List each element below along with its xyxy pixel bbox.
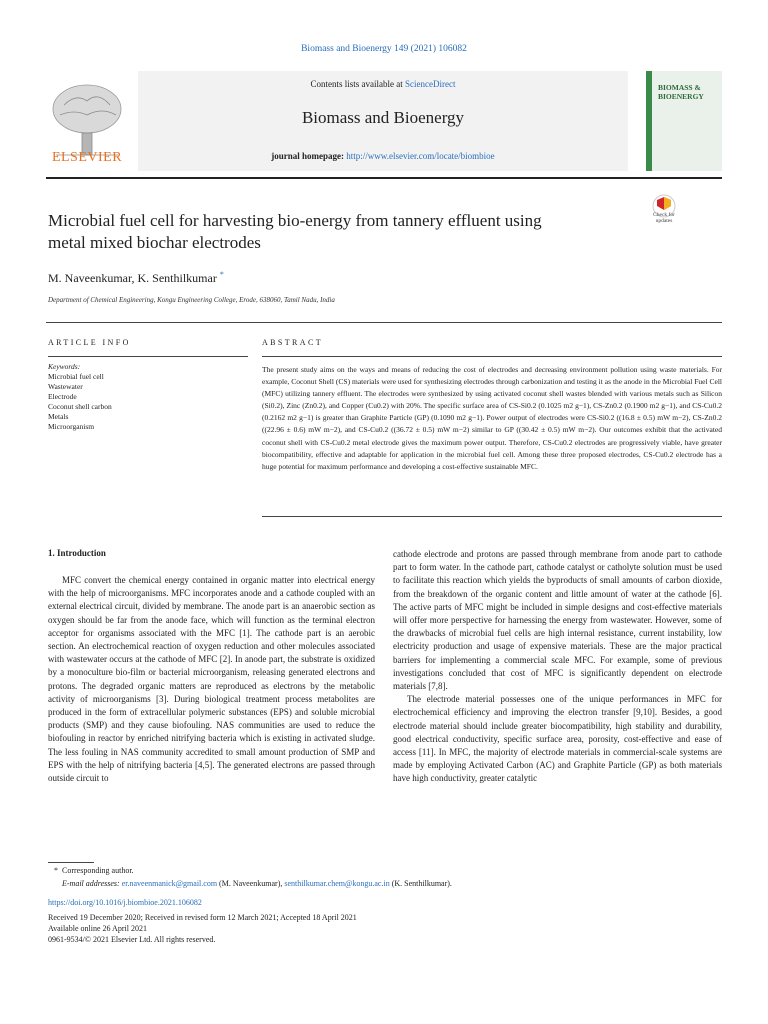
keyword-item: Microorganism [48, 422, 95, 431]
header-divider [46, 177, 722, 179]
corresponding-author-mark[interactable]: * [219, 270, 224, 279]
keywords-label: Keywords: [48, 362, 81, 371]
contents-availability [138, 79, 628, 89]
affiliation: Department of Chemical Engineering, Kongu Engineering College, Erode, 638060, Tamil Nadu, India [48, 296, 335, 304]
body-paragraph: cathode electrode and protons are passed through membrane from anode part to cathode part to form water. In the cathode part, cathode catalyst or catholyte solution must be used to facilitate this reaction which yields the byproducts of small amounts of carbon dioxide, from the breakdown of the organic content and little amount of water at the cathode [6]. The active parts of MFC might be included in simple designs and cost-effective materials will offer more perspective for harnessing the energy from wastewater. However, some of the drawbacks of microbial fuel cells are high internal resistance, current instability, low electricity production and usage of expensive materials. These are the major practical barriers for implementing a commercial scale MFC. For example, some of previous investigations concluded that cost of MFC is significantly dependent on electrode materials [7,8]. [393, 549, 722, 692]
article-info-rule [48, 356, 248, 357]
abstract-bottom-rule [262, 516, 722, 517]
body-paragraph: The electrode material possesses one of the unique performances in MFC for electrochemical efficiency and improving the electron transfer [9,10]. Besides, a good electrode material should include greater biocompatibility, high stability and durability, good electrical conductivity, specific surface area, porosity, cost-effective and ease of access [11]. In MFC, the majority of electrode materials in commercial-scale systems are made by employing Activated Carbon (AC) and Graphite Particle (GP) as both materials have high conductivity, greater catalytic [393, 694, 722, 784]
email-label: E-mail addresses: [62, 879, 120, 888]
paper-title [48, 210, 638, 254]
paper-title-line2: metal mixed biochar electrodes [48, 233, 261, 252]
email-owner-2: (K. Senthilkumar). [389, 879, 452, 888]
introduction-heading: 1. Introduction [48, 548, 106, 558]
title-divider [46, 322, 722, 323]
keyword-item: Electrode [48, 392, 77, 401]
corresponding-author-note [54, 866, 134, 875]
abstract-text: The present study aims on the ways and means of reducing the cost of electrodes and decreasing environment pollution using waste materials. For example, Coconut Shell (CS) materials were used for synthesizing electrodes through carbonization and testing it as the anode in the Microbial Fuel Cell (MFC) utilizing tannery effluent. The electrodes were synthesized by using activated coconut shell wastes blended with various metals such as Silicon (Si0.2), Zinc (Zn0.2), and Copper (Cu0.2) with 20%. The specific surface area of CS-Si0.2 (0.1025 m2 g−1), CS-Zn0.2 (0.1900 m2 g−1), and CS-Cu0.2 (0.2162 m2 g−1) is greater than Graphite Particle (GP) (0.1090 m2 g−1). Power output of electrodes were CS-Si0.2 ((16.8 ± 0.5) mW m−2), CS-Zn0.2 ((22.96 ± 0.6) mW m−2), and CS-Cu0.2 ((36.72 ± 0.5) mW m−2) similar to GP ((30.42 ± 0.5) mW m−2). Our outcomes exhibit that the activated coconut shell with CS-Cu0.2 metal electrode gives the maximum power output. Therefore, CS-Cu0.2 electrodes are progressively viable, have greater biocompatibility, effective and adaptable for application in the microbial fuel cell. Among these three proposed electrodes, CS-Cu0.2 electrode has a huge potential for maximum performance and developing a cost-effective sustainable MFC. [262, 365, 722, 471]
homepage-label: journal homepage: [271, 151, 347, 161]
email-owner-1: (M. Naveenkumar), [217, 879, 285, 888]
body-column-right [393, 548, 722, 786]
email-link-2[interactable]: senthilkumar.chem@kongu.ac.in [284, 879, 390, 888]
author-list [48, 270, 224, 286]
authors-names: M. Naveenkumar, K. Senthilkumar [48, 271, 217, 285]
check-for-updates-label [640, 212, 688, 224]
available-online: Available online 26 April 2021 [48, 924, 147, 933]
abstract-heading: ABSTRACT [262, 338, 323, 347]
journal-homepage [138, 151, 628, 161]
doi-link[interactable]: https://doi.org/10.1016/j.biombioe.2021.106082 [48, 898, 202, 907]
journal-cover-thumbnail[interactable] [646, 71, 722, 171]
journal-reference-link[interactable]: Biomass and Bioenergy 149 (2021) 106082 [301, 44, 467, 54]
publication-dates [48, 912, 357, 945]
keyword-item: Coconut shell carbon [48, 402, 112, 411]
abstract-rule [262, 356, 722, 357]
cover-title-line1: BIOMASS & [658, 83, 701, 92]
homepage-link[interactable]: http://www.elsevier.com/locate/biombioe [346, 151, 495, 161]
keyword-item: Microbial fuel cell [48, 372, 104, 381]
sciencedirect-link[interactable]: ScienceDirect [405, 79, 456, 89]
cover-title-line2: BIOENERGY [658, 92, 704, 101]
body-column-left [48, 574, 375, 785]
copyright: 0961-9534/© 2021 Elsevier Ltd. All rights reserved. [48, 935, 216, 944]
footnote-rule [48, 862, 94, 863]
check-line1: Check for [653, 212, 675, 218]
email-addresses [62, 879, 452, 888]
body-paragraph: MFC convert the chemical energy contained in organic matter into electrical energy with the help of microorganisms. MFC incorporates anode and a cathode coupled with an external electrical circuit, divided by membrane. The anode part is an anaerobic section as oxygen should be far from the anode face, which will function as the terminal electron acceptor for organisms associated with the MFC [1]. The cathode part is an aerobic section. An electrochemical reaction of oxygen reduction and other molecules associated with wastewater occurs at the cathode of MFC [2]. In anode part, the substrate is oxidized by a monoculture bio-film or bacterial microorganism, releasing generated electrons and protons. The degraded organic matters are reproduced as electrons by the metabolic activity of microorganisms [3]. During biological treatment process metabolites are produced in the form of extracellular polymeric substances (EPS) and soluble microbial products (SMP) and they cause biofouling. NAS communities are used to reduce the biofouling in reactor by enriched nitrifying bacteria which is existing in activated sludge. The less fouling in NAS community accredited to small amount production of SMP and EPS with the help of nitrifying bacteria [4,5]. The generated electrons are passed through outside circuit to [48, 575, 375, 784]
footnote-mark: * [54, 866, 58, 875]
journal-title: Biomass and Bioenergy [301, 108, 465, 127]
received-dates: Received 19 December 2020; Received in revised form 12 March 2021; Accepted 18 April 2021 [48, 913, 357, 922]
keywords-block [48, 362, 112, 432]
corresponding-author-text: Corresponding author. [62, 866, 134, 875]
keyword-item: Wastewater [48, 382, 83, 391]
elsevier-wordmark: ELSEVIER [51, 150, 123, 165]
article-info-heading: ARTICLE INFO [48, 338, 131, 347]
check-line2: updates [655, 218, 673, 224]
contents-prefix: Contents lists available at [310, 79, 405, 89]
cover-title [658, 83, 704, 101]
email-link-1[interactable]: er.naveenmanick@gmail.com [121, 879, 218, 888]
paper-title-line1: Microbial fuel cell for harvesting bio-energy from tannery effluent using [48, 211, 542, 230]
keyword-item: Metals [48, 412, 69, 421]
